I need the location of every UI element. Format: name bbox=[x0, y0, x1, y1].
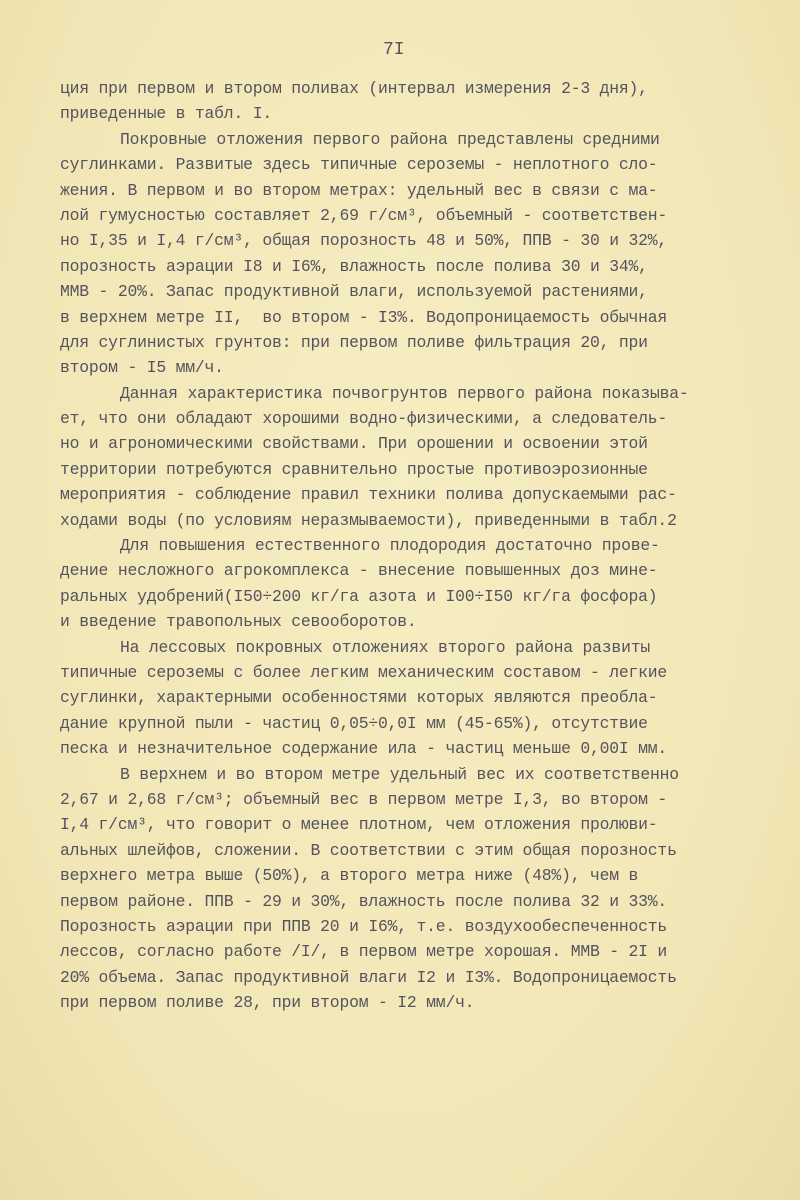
text-line: дание крупной пыли - частиц 0,05÷0,0I мм (45-65%), отсутствие bbox=[60, 713, 648, 733]
text-line: ММВ - 20%. Запас продуктивной влаги, используемой растениями, bbox=[60, 282, 648, 302]
text-line: и введение травопольных севооборотов. bbox=[60, 612, 417, 632]
text-line: в верхнем метре II, во втором - I3%. Водопроницаемость обычная bbox=[60, 307, 668, 327]
text-line: втором - I5 мм/ч. bbox=[60, 358, 224, 378]
text-line: для суглинистых грунтов: при первом поливе фильтрация 20, при bbox=[60, 332, 648, 352]
text-line: ходами воды (по условиям неразмываемости), приведенными в табл.2 bbox=[60, 510, 677, 530]
text-line: В верхнем и во втором метре удельный вес их соответственно bbox=[120, 764, 679, 784]
text-line: ция при первом и втором поливах (интервал измерения 2-3 дня), bbox=[60, 79, 648, 98]
page-number: 7I bbox=[383, 40, 405, 60]
text-line: ральных удобрений(I50÷200 кг/га азота и I00÷I50 кг/га фосфора) bbox=[60, 586, 658, 606]
text-line: Покровные отложения первого района представлены средними bbox=[120, 129, 660, 149]
text-line: На лессовых покровных отложениях второго района развиты bbox=[120, 637, 650, 657]
text-line: лессов, согласно работе /I/, в первом метре хорошая. ММВ - 2I и bbox=[60, 942, 668, 962]
text-line: песка и незначительное содержание ила - частиц меньше 0,00I мм. bbox=[60, 739, 668, 759]
text-line: ет, что они обладают хорошими водно-физическими, а следователь- bbox=[60, 409, 668, 429]
text-line: приведенные в табл. I. bbox=[60, 104, 272, 124]
text-line: порозность аэрации I8 и I6%, влажность после полива 30 и 34%, bbox=[60, 256, 648, 276]
text-line: верхнего метра выше (50%), а второго метра ниже (48%), чем в bbox=[60, 866, 639, 886]
text-line: но I,35 и I,4 г/см³, общая порозность 48 и 50%, ППВ - 30 и 32%, bbox=[60, 231, 668, 251]
text-line: дение несложного агрокомплекса - внесение повышенных доз мине- bbox=[60, 561, 658, 581]
text-line: Данная характеристика почвогрунтов первого района показыва- bbox=[120, 383, 689, 403]
text-line: Порозность аэрации при ППВ 20 и I6%, т.е. воздухообеспеченность bbox=[60, 916, 668, 936]
text-line: суглинки, характерными особенностями которых являются преобла- bbox=[60, 688, 658, 708]
text-line: территории потребуются сравнительно простые противоэрозионные bbox=[60, 459, 648, 479]
text-line: жения. В первом и во втором метрах: удельный вес в связи с ма- bbox=[60, 180, 658, 200]
text-line: 20% объема. Запас продуктивной влаги I2 и I3%. Водопроницаемость bbox=[60, 967, 677, 987]
text-line: при первом поливе 28, при втором - I2 мм/ч. bbox=[60, 993, 475, 1013]
text-line: 2,67 и 2,68 г/см³; объемный вес в первом метре I,3, во втором - bbox=[60, 789, 668, 809]
text-line: первом районе. ППВ - 29 и 30%, влажность после полива 32 и 33%. bbox=[60, 891, 668, 911]
text-line: Для повышения естественного плодородия достаточно прове- bbox=[120, 536, 660, 556]
text-line: но и агрономическими свойствами. При орошении и освоении этой bbox=[60, 434, 648, 454]
text-line: I,4 г/см³, что говорит о менее плотном, чем отложения пролюви- bbox=[60, 815, 658, 835]
text-line: типичные сероземы с более легким механическим составом - легкие bbox=[60, 662, 668, 682]
text-line: суглинками. Развитые здесь типичные сероземы - неплотного сло- bbox=[60, 155, 658, 175]
text-line: лой гумусностью составляет 2,69 г/см³, объемный - соответствен- bbox=[60, 205, 668, 225]
body-text bbox=[60, 76, 760, 1015]
text-line: альных шлейфов, сложении. В соответствии с этим общая порозность bbox=[60, 840, 677, 860]
text-line: мероприятия - соблюдение правил техники полива допускаемыми рас- bbox=[60, 485, 677, 505]
